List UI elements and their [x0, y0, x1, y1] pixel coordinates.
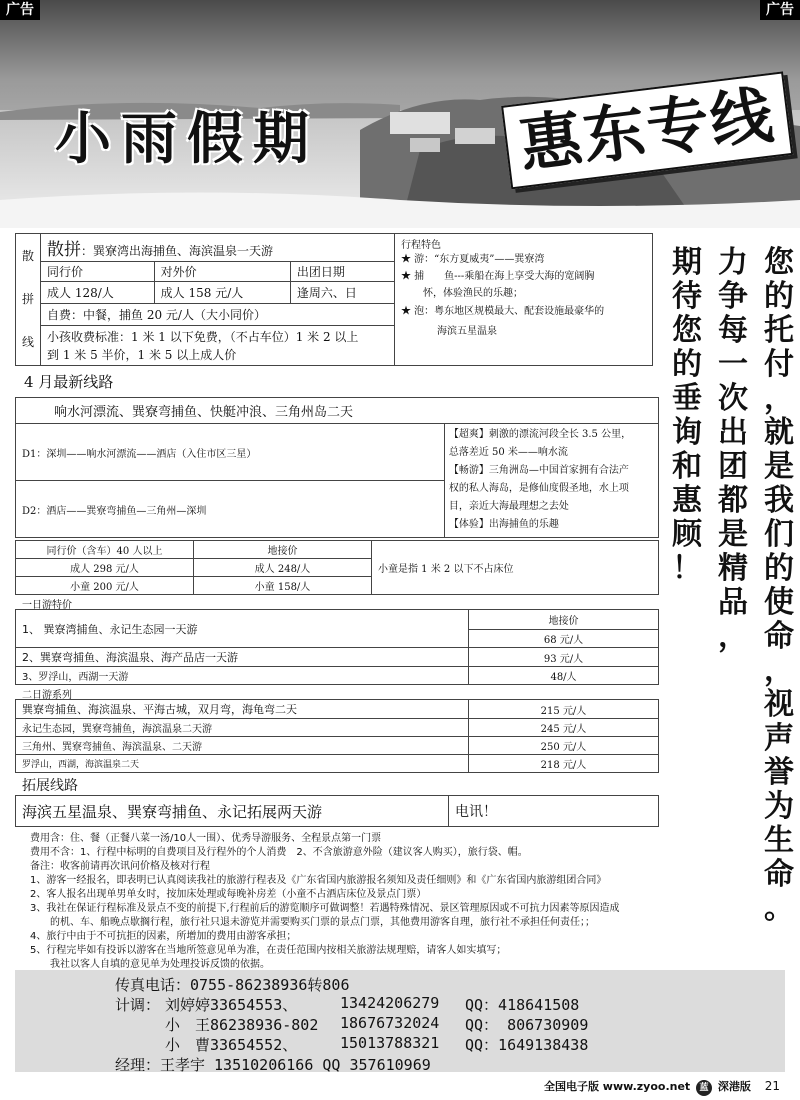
- scatter-table: [15, 233, 653, 366]
- note-line: 5、行程完毕如有投诉以游客在当地所签意见单为准，在责任范围内按相关旅游法规理赔，请客人如实填写；: [30, 945, 507, 956]
- scatter-header-date: 出团日期: [290, 262, 394, 282]
- footer: [544, 1078, 780, 1096]
- twoday-row-1: 巽寮弯捕鱼、海滨温泉、平海古城，双月弯，海龟弯二天: [16, 700, 469, 719]
- oneday-table: [15, 609, 659, 685]
- slogan-col-2: 力 争 每 一 次 出 团 都 是 精 品 ，: [718, 245, 748, 654]
- headline: 惠东专线: [501, 71, 793, 189]
- april-day2: D2：酒店——巽寮弯捕鱼—三角州—深圳: [16, 481, 445, 538]
- extend-title: 拓展线路: [22, 778, 78, 794]
- scatter-self-pay: 自费：中餐，捕鱼 20 元/人（大小同价）: [41, 304, 395, 326]
- manager-line: 经理：王孝宇 13510206166 QQ 357610969: [115, 1056, 431, 1074]
- contact-qq-1: QQ：418641508: [465, 996, 580, 1014]
- contact-qq-2: QQ： 806730909: [465, 1016, 589, 1034]
- april-route-table: [15, 397, 659, 538]
- note-line: 备注：收客前请再次讯问价格及核对行程: [30, 861, 210, 872]
- april-child-note: 小童是指 1 米 2 以下不占床位: [372, 541, 659, 595]
- april-adult-local: 成人 248/人: [194, 559, 372, 577]
- extend-call: 电讯！: [449, 796, 659, 827]
- scatter-title: 散拼：巽寮湾出海捕鱼、海滨温泉一天游: [41, 234, 395, 262]
- oneday-price-header: 地接价: [469, 610, 659, 630]
- scatter-date: 逢周六、日: [290, 282, 394, 304]
- april-price-header-local: 地接价: [194, 541, 372, 559]
- note-line: 2、客人报名出现单男单女时，按加床处理或每晚补房差（小童不占酒店床位及景点门票）: [30, 889, 427, 900]
- twoday-table: [15, 699, 659, 773]
- april-route-title: 响水河漂流、巽寮弯捕鱼、快艇冲浪、三角州岛二天: [16, 398, 659, 424]
- twoday-price-1: 215 元/人: [469, 700, 659, 719]
- twoday-price-2: 245 元/人: [469, 719, 659, 737]
- contact-block: [15, 970, 785, 1072]
- notes: [30, 832, 680, 972]
- note-line: 4、旅行中由于不可抗拒的因素，所增加的费用由游客承担；: [30, 931, 297, 942]
- footer-edition: 深港版: [717, 1080, 751, 1093]
- extend-table: [15, 795, 659, 827]
- oneday-row-1: 1、 巽寮湾捕鱼、永记生态园一天游: [16, 610, 469, 648]
- brand-title: 小雨假期: [55, 106, 319, 172]
- extend-route: 海滨五星温泉、巽寮弯捕鱼、永记拓展两天游: [16, 796, 449, 827]
- contact-phone-1: 13424206279: [340, 994, 440, 1012]
- contact-name-3: 小 曹33654552、: [165, 1036, 298, 1054]
- oneday-price-2: 93 元/人: [469, 648, 659, 667]
- contact-name-2: 小 王86238936-802: [165, 1016, 319, 1034]
- contact-name-1: 刘婷婷33654553、: [165, 996, 298, 1014]
- april-child-peer: 小童 200 元/人: [16, 577, 194, 595]
- note-line: 我社以客人自填的意见单为处理投诉反馈的依据。: [30, 959, 270, 970]
- oneday-row-3: 3、罗浮山，西湖一天游: [16, 667, 469, 685]
- twoday-label: 二日游系列: [22, 690, 72, 701]
- april-desc: 【超爽】刺激的漂流河段全长 3.5 公里， 总落差近 50 米——响水流 【畅游】三角洲岛—中国首家拥有合法产 权的私人海岛，是修仙度假圣地，水上项 目，亲近大海最理想之去处 【体验】出海捕鱼的乐趣: [444, 424, 658, 538]
- april-price-table: [15, 540, 659, 595]
- oneday-price-3: 48/人: [469, 667, 659, 685]
- twoday-price-4: 218 元/人: [469, 755, 659, 773]
- note-line: 3、我社在保证行程标准及景点不变的前提下,行程前后的游览顺序可做调整！若遇特殊情况、景区管理原因或不可抗力因素等原因造成: [30, 903, 620, 914]
- contact-phone-2: 18676732024: [340, 1014, 440, 1032]
- slogan-col-1: 您 的 托 付 ， 就 是 我 们 的 使 命 ， 视 声 誉 为 生 命 。: [764, 245, 794, 926]
- scatter-public-price: 成人 158 元/人: [154, 282, 290, 304]
- fax-line: 传真电话：0755-86238936转806: [115, 976, 350, 994]
- april-title: 4 月最新线路: [24, 373, 114, 391]
- oneday-price-1: 68 元/人: [469, 630, 659, 648]
- ad-tag-right: 广告: [760, 0, 800, 20]
- scatter-header-public: 对外价: [154, 262, 290, 282]
- twoday-row-3: 三角州、巽寮弯捕鱼、海滨温泉、二天游: [16, 737, 469, 755]
- ad-tag-left: 广告: [0, 0, 40, 20]
- april-child-local: 小童 158/人: [194, 577, 372, 595]
- note-line: 费用含：住、餐（正餐八菜一汤/10人一围）、优秀导游服务、全程景点第一门票: [30, 833, 382, 844]
- contact-qq-3: QQ：1649138438: [465, 1036, 589, 1054]
- april-price-header-peer: 同行价（含车）40 人以上: [16, 541, 194, 559]
- twoday-price-3: 250 元/人: [469, 737, 659, 755]
- april-adult-peer: 成人 298 元/人: [16, 559, 194, 577]
- oneday-label: 一日游特价: [22, 600, 72, 611]
- scatter-side-label: 散 拼 线: [16, 234, 41, 366]
- scatter-child-policy: 小孩收费标准：1 米 1 以下免费，（不占车位）1 米 2 以上 到 1 米 5 半价，1 米 5 以上成人价: [41, 326, 395, 366]
- slogan-col-3: 期 待 您 的 垂 询 和 惠 顾 ！: [672, 245, 702, 586]
- note-line: 费用不含：1、行程中标明的自费项目及行程外的个人消费 2、不含旅游意外险（建议客人购买），旅行袋、帽。: [30, 847, 528, 858]
- footer-site: 全国电子版 www.zyoo.net: [543, 1080, 691, 1093]
- twoday-row-2: 永记生态园，巽寮弯捕鱼，海滨温泉二天游: [16, 719, 469, 737]
- oneday-row-2: 2、巽寮弯捕鱼、海滨温泉、海产品店一天游: [16, 648, 469, 667]
- scatter-header-peer: 同行价: [41, 262, 155, 282]
- note-line: 1、游客一经报名，即表明已认真阅读我社的旅游行程表及《广东省国内旅游报名须知及责任细则》和《广东省国内旅游组团合同》: [30, 875, 607, 886]
- scatter-peer-price: 成人 128/人: [41, 282, 155, 304]
- jd-label: 计调：: [115, 996, 161, 1014]
- contact-phone-3: 15013788321: [340, 1034, 440, 1052]
- note-line: 的机、车、船晚点歇搁行程，旅行社只退未游览并需要购买门票的景点门票，其他费用游客自理，旅行社不承担任何责任；；: [30, 917, 595, 928]
- april-day1: D1：深圳——响水河漂流——酒店（入住市区三星）: [16, 424, 445, 481]
- scatter-features: 行程特色 ★ 游：“东方夏威夷”——巽寮湾 ★ 捕 鱼---乘船在海上享受大海的宽阔胸 怀，体验渔民的乐趣； ★ 泡：粤东地区规模最大、配套设施最豪华的 海滨五星温泉: [395, 234, 653, 366]
- twoday-row-4: 罗浮山，西湖，海滨温泉二天: [16, 755, 469, 773]
- footer-logo: 蓝: [696, 1080, 712, 1096]
- page-number: 21: [764, 1079, 780, 1093]
